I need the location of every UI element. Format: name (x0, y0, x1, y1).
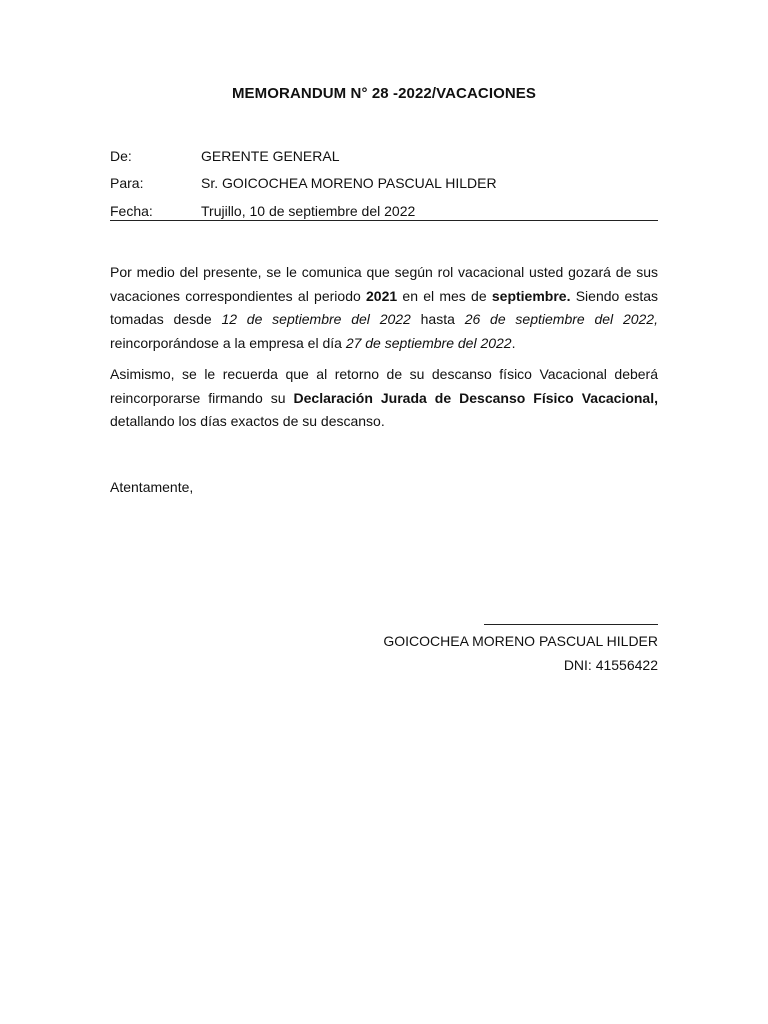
header-divider (110, 220, 658, 221)
fecha-label: Fecha: (110, 203, 153, 219)
para-label: Para: (110, 175, 144, 191)
para-value: Sr. GOICOCHEA MORENO PASCUAL HILDER (201, 175, 497, 191)
body-paragraph-2 (110, 363, 658, 434)
p1-italic-return-date: 27 de septiembre del 2022 (345, 334, 512, 351)
body-paragraph-1 (110, 261, 658, 355)
p1-text-4: hasta (410, 311, 465, 327)
memo-title: MEMORANDUM N° 28 -2022/VACACIONES (231, 85, 537, 102)
fecha-value: Trujillo, 10 de septiembre del 2022 (201, 203, 416, 219)
p1-italic-end-date: 26 de septiembre del 2022, (464, 311, 658, 327)
p1-text-2: en el mes de (397, 287, 492, 304)
de-value: GERENTE GENERAL (201, 148, 340, 164)
p1-text-3: Siendo estas tomadas desde (110, 287, 659, 327)
p1-italic-start-date: 12 de septiembre del 2022 (221, 311, 411, 327)
p1-bold-month: septiembre. (491, 287, 571, 304)
p1-text-6: . (511, 334, 516, 351)
signature-name: GOICOCHEA MORENO PASCUAL HILDER (383, 633, 658, 649)
p2-text-2: detallando los días exactos de su descanso. (110, 413, 385, 429)
p2-bold-declaration: Declaración Jurada de Descanso Físico Vacacional, (293, 389, 658, 406)
header-row-fecha (110, 201, 658, 221)
signature-line (484, 624, 658, 625)
p1-bold-year: 2021 (366, 287, 398, 304)
signature-dni: DNI: 41556422 (563, 657, 658, 673)
p1-text-5: reincorporándose a la empresa el día (110, 334, 346, 351)
p1-text-1: Por medio del presente, se le comunica que según rol vacacional usted gozará de sus vacaciones correspondientes al periodo (110, 264, 658, 304)
p2-text-1: Asimismo, se le recuerda que al retorno de su descanso físico Vacacional deberá reincorporarse firmando su (110, 366, 658, 406)
de-label: De: (110, 148, 132, 164)
closing-greeting: Atentamente, (110, 479, 194, 495)
header-row-para (110, 173, 658, 193)
header-row-de (110, 146, 658, 166)
